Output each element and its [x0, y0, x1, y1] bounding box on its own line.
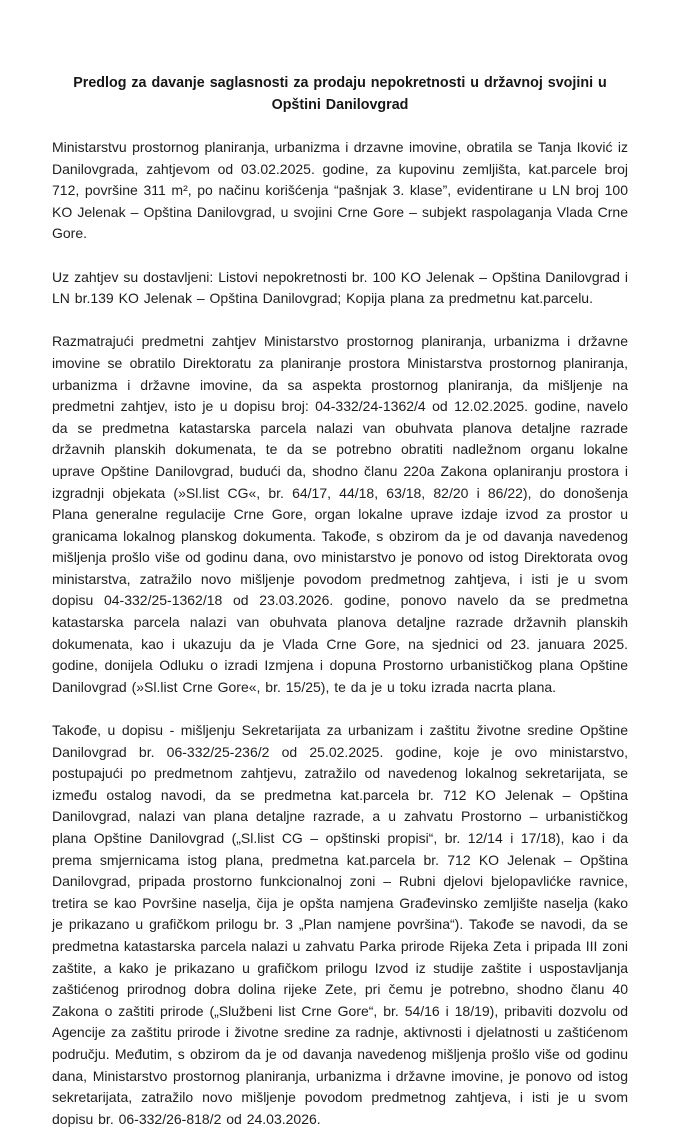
paragraph-request-intro: Ministarstvu prostornog planiranja, urbanizma i drzavne imovine, obratila se Tanja Iković iz Danilovgrada, zahtjevom od 03.02.2025. godine, za kupovinu zemljišta, kat.parcele broj 712, površine 311 m², po načinu korišćenja “pašnjak 3. klase”, evidentirane u LN broj 100 KO Jelenak – Opština Danilovgrad, u svojini Crne Gore – subjekt raspolaganja Vlada Crne Gore. [52, 139, 628, 242]
document-title: Predlog za davanje saglasnosti za prodaju nepokretnosti u državnoj svojini u Opštini Danilovgrad [73, 75, 607, 113]
paragraph-attachments: Uz zahtjev su dostavljeni: Listovi nepokretnosti br. 100 KO Jelenak – Opština Danilovgrad i LN br.139 KO Jelenak – Opština Danilovgrad; Kopija plana za predmetnu kat.parcelu. [52, 268, 628, 307]
paragraph-secretariat-opinion: Takođe, u dopisu - mišljenju Sekretarijata za urbanizam i zaštitu životne sredine Opštine Danilovgrad br. 06-332/25-236/2 od 25.02.2025. godine, koje je ovo ministarstvo, postupajući po predmetnom zahtjevu, zatražilo od navedenog lokalnog sekretarijata, se između ostalog navodi, da se predmetna kat.parcela br. 712 KO Jelenak – Opština Danilovgrad, nalazi van plana detaljne razrade, a u zahvatu Prostorno – urbanističkog plana Opštine Danilovgrad („Sl.list CG – opštinski propisi“, br. 12/14 i 17/18), kao i da prema smjernicama istog plana, predmetna kat.parcela br. 712 KO Jelenak – Opština Danilovgrad, pripada prostorno funkcionalnoj zoni – Rubni djelovi bjelopavlićke ravnice, tretira se kao Površine naselja, čija je opšta namjena Građevinsko zemljište naselja (kako je prikazano u grafičkom prilogu br. 3 „Plan namjene površina“). Takođe se navodi, da se predmetna katastarska parcela nalazi u zahvatu Parka prirode Rijeka Zeta i pripada III zoni zaštite, a kako je prikazano u grafičkom prilogu Izvod iz studije zaštite i uspostavljanja zaštićenog prirodnog dobra dolina rijeke Zete, pri čemu je potrebno, shodno članu 40 Zakona o zaštiti prirode („Službeni list Crne Gore“, br. 54/16 i 18/19), pribaviti dozvolu od Agencije za zaštitu prirode i životne sredine za radnje, aktivnosti i djelatnosti u zaštićenom području. Međutim, s obzirom da je od davanja navedenog mišljenja prošlo više od godinu dana, Ministarstvo prostornog planiranja, urbanizma i državne imovine, je ponovo od istog sekretarijata, zatražilo novo mišljenje povodom predmetnog zahtjeva, i isti je u svom dopisu br. 06-332/26-818/2 od 24.03.2026. [52, 722, 628, 1127]
paragraph-directorate-opinion: Razmatrajući predmetni zahtjev Ministarstvo prostornog planiranja, urbanizma i državne imovine se obratilo Direktoratu za planiranje prostora Ministarstva prostornog planiranja, urbanizma i državne imovine, da sa aspekta prostornog planiranja, da mišljenje na predmetni zahtjev, isto je u dopisu broj: 04-332/24-1362/4 od 12.02.2025. godine, navelo da se predmetna katastarska parcela nalazi van obuhvata planova detaljne razrade državnih planskih dokumenata, te da se potrebno obratiti nadležnom organu lokalne uprave Opštine Danilovgrad, budući da, shodno članu 220a Zakona oplaniranju prostora i izgradnji objekata (»Sl.list CG«, br. 64/17, 44/18, 63/18, 82/20 i 86/22), do donošenja Plana generalne regulacije Crne Gore, organ lokalne uprave izdaje izvod za prostor u granicama lokalnog planskog dokumenta. Takođe, s obzirom da je od davanja navedenog mišljenja prošlo više od godinu dana, ovo ministarstvo je ponovo od istog Direktorata ovog ministarstva, zatražilo novo mišljenje povodom predmetnog zahtjeva, i isti je u svom dopisu 04-332/25-1362/18 od 23.03.2026. godine, ponovo navelo da se predmetna katastarska parcela nalazi van obuhvata planova detaljne razrade državnih planskih dokumenata, kao i ukazuju da je Vlada Crne Gore, na sjednici od 23. januara 2025. godine, donijela Odluku o izradi Izmjena i dopuna Prostorno urbanističkog plana Opštine Danilovgrad (»Sl.list Crne Gore«, br. 15/25), te da je u toku izrada nacrta plana. [52, 333, 628, 695]
